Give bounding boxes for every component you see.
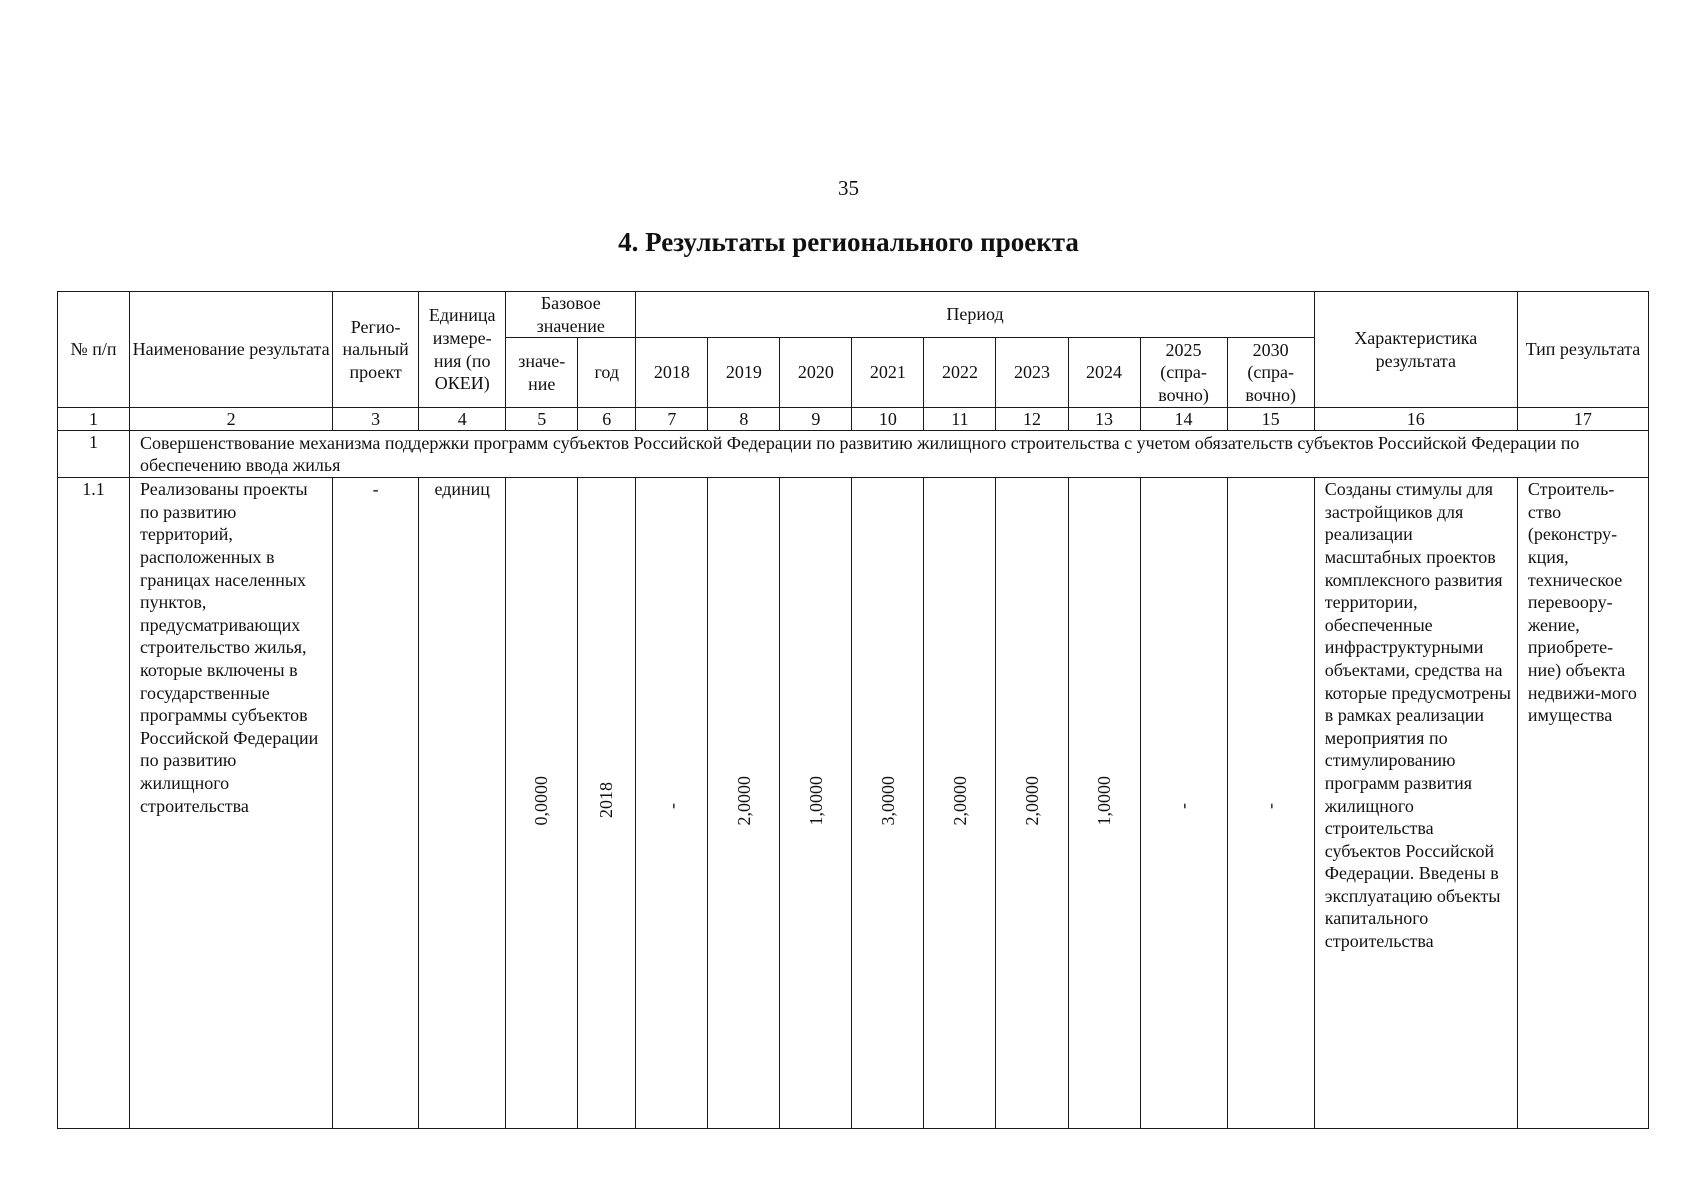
row-base-year: 2018 bbox=[596, 782, 617, 819]
row-value-2018-cell bbox=[636, 478, 708, 1129]
header-result-type: Тип результата bbox=[1517, 292, 1648, 408]
header-result-name: Наименование результата bbox=[130, 292, 333, 408]
header-year-2022: 2022 bbox=[924, 338, 996, 408]
column-number: 5 bbox=[506, 408, 578, 431]
header-regional-project: Регио-нальный проект bbox=[333, 292, 419, 408]
section-row bbox=[58, 431, 1649, 478]
page-number: 35 bbox=[838, 176, 859, 200]
header-base-value-value: значе-ние bbox=[506, 338, 578, 408]
row-number: 1.1 bbox=[58, 478, 130, 1129]
row-value-2024-cell bbox=[1068, 478, 1140, 1129]
row-value-2030-cell bbox=[1227, 478, 1314, 1129]
row-characteristic: Созданы стимулы для застройщиков для реализации масштабных проектов комплексного развития территории, обеспеченные инфраструктурными объектами, средства на которые предусмотрены в рамках реализации мероприятия по стимулированию программ развития жилищного строительства субъектов Российской Федерации. Введены в эксплуатацию объекты капитального строительства bbox=[1314, 478, 1517, 1129]
column-number: 6 bbox=[578, 408, 636, 431]
header-year-2021: 2021 bbox=[852, 338, 924, 408]
header-period: Период bbox=[636, 292, 1314, 338]
row-result-name: Реализованы проекты по развитию территорий, расположенных в границах населенных пунктов, предусматривающих строительство жилья, которые включены в государственные программы субъектов Российской Федерации по развитию жилищного строительства bbox=[130, 478, 333, 1129]
row-value-2019-cell bbox=[708, 478, 780, 1129]
row-value-2023: 2,0000 bbox=[1021, 775, 1042, 826]
column-number: 3 bbox=[333, 408, 419, 431]
row-base-value-cell bbox=[506, 478, 578, 1129]
column-number: 2 bbox=[130, 408, 333, 431]
page-title: 4. Результаты регионального проекта bbox=[618, 227, 1079, 257]
row-value-2020: 1,0000 bbox=[805, 775, 826, 826]
column-number: 1 bbox=[58, 408, 130, 431]
row-value-2021-cell bbox=[852, 478, 924, 1129]
column-number: 9 bbox=[780, 408, 852, 431]
row-value-2024: 1,0000 bbox=[1093, 775, 1114, 826]
row-value-2022-cell bbox=[924, 478, 996, 1129]
column-number: 11 bbox=[924, 408, 996, 431]
row-base-value: 0,0000 bbox=[531, 775, 552, 826]
header-number: № п/п bbox=[58, 292, 130, 408]
header-base-value: Базовое значение bbox=[506, 292, 636, 338]
table-row bbox=[58, 478, 1649, 1129]
column-number: 17 bbox=[1517, 408, 1648, 431]
row-value-2019: 2,0000 bbox=[733, 775, 754, 826]
column-number: 7 bbox=[636, 408, 708, 431]
section-title: Совершенствование механизма поддержки программ субъектов Российской Федерации по развитию жилищного строительства с учетом обязательств субъектов Российской Федерации по обеспечению ввода жилья bbox=[130, 431, 1649, 478]
row-value-2030: - bbox=[1260, 802, 1281, 809]
row-value-2018: - bbox=[661, 802, 682, 809]
row-base-year-cell bbox=[578, 478, 636, 1129]
row-value-2023-cell bbox=[996, 478, 1068, 1129]
column-number: 15 bbox=[1227, 408, 1314, 431]
header-year-2018: 2018 bbox=[636, 338, 708, 408]
column-number: 14 bbox=[1140, 408, 1227, 431]
column-numbers-row bbox=[58, 408, 1649, 431]
header-year-2024: 2024 bbox=[1068, 338, 1140, 408]
row-value-2022: 2,0000 bbox=[949, 775, 970, 826]
header-year-2020: 2020 bbox=[780, 338, 852, 408]
header-characteristic: Характеристика результата bbox=[1314, 292, 1517, 408]
column-number: 13 bbox=[1068, 408, 1140, 431]
section-number: 1 bbox=[58, 431, 130, 478]
header-row-top bbox=[58, 292, 1649, 338]
column-number: 4 bbox=[419, 408, 506, 431]
row-value-2025-cell bbox=[1140, 478, 1227, 1129]
column-number: 8 bbox=[708, 408, 780, 431]
header-year-2030: 2030 (спра-вочно) bbox=[1227, 338, 1314, 408]
row-unit: единиц bbox=[419, 478, 506, 1129]
header-year-2025: 2025 (спра-вочно) bbox=[1140, 338, 1227, 408]
row-regional-project: - bbox=[333, 478, 419, 1129]
row-value-2021: 3,0000 bbox=[877, 775, 898, 826]
column-number: 16 bbox=[1314, 408, 1517, 431]
row-value-2020-cell bbox=[780, 478, 852, 1129]
header-base-value-year: год bbox=[578, 338, 636, 408]
header-year-2019: 2019 bbox=[708, 338, 780, 408]
row-result-type: Строитель-ство (реконстру-кция, техническое перевоору-жение, приобрете-ние) объекта недвижи-мого имущества bbox=[1517, 478, 1648, 1129]
column-number: 10 bbox=[852, 408, 924, 431]
header-year-2023: 2023 bbox=[996, 338, 1068, 408]
column-number: 12 bbox=[996, 408, 1068, 431]
header-unit: Единица измере-ния (по ОКЕИ) bbox=[419, 292, 506, 408]
row-value-2025: - bbox=[1173, 802, 1194, 809]
results-table bbox=[57, 291, 1649, 1129]
